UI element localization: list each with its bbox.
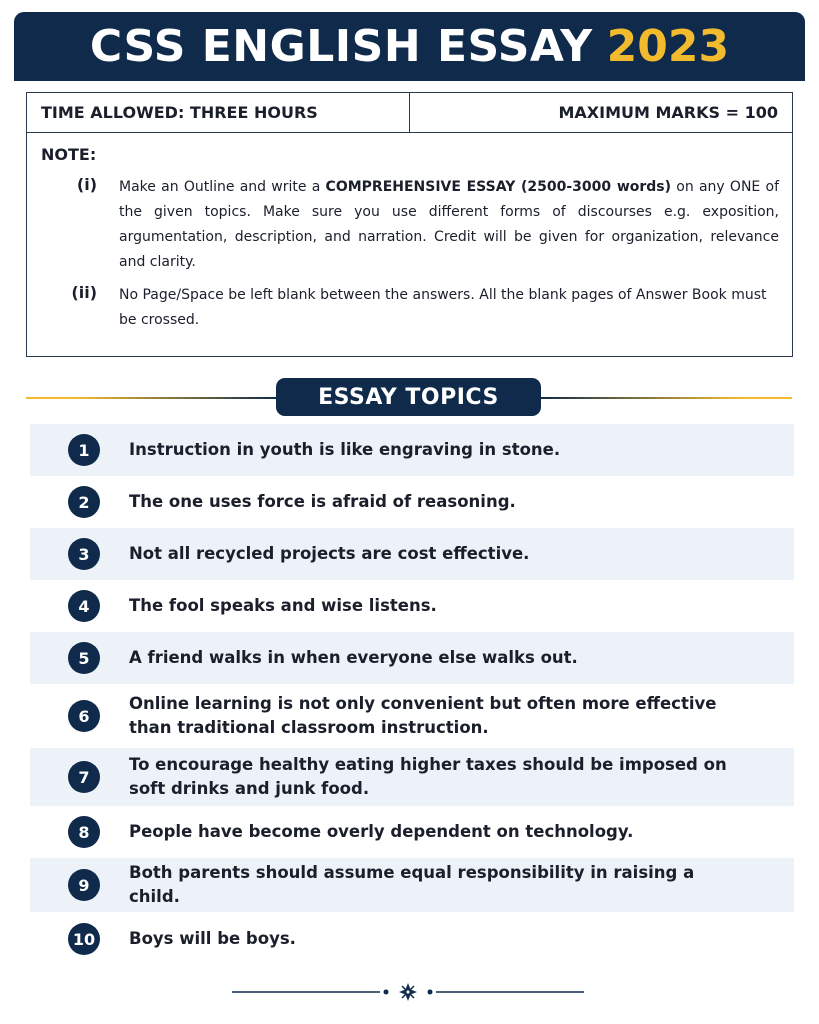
topic-number: 7 — [68, 761, 100, 793]
topic-text: Both parents should assume equal responsibility in raising a child. — [129, 863, 695, 906]
topic-number: 2 — [68, 486, 100, 518]
topic-number: 3 — [68, 538, 100, 570]
topic-number: 1 — [68, 434, 100, 466]
instructions-box — [26, 92, 793, 357]
note-label: NOTE: — [41, 145, 97, 164]
topic-text: The one uses force is afraid of reasoning. — [129, 492, 516, 511]
note-text: Make an Outline and write a COMPREHENSIVE ESSAY (2500-3000 words) on any ONE of the given topics. Make sure you use different forms of discourses e.g. exposition, argumentation, description, and narration. Credit will be given for organization, relevance and clarity. — [119, 179, 780, 270]
topic-text: Instruction in youth is like engraving in stone. — [129, 440, 561, 459]
topic-row-7 — [30, 748, 794, 806]
divider-line — [540, 397, 792, 399]
topic-text: Boys will be boys. — [129, 929, 296, 948]
topic-row-6 — [30, 684, 794, 748]
topic-row-3 — [30, 528, 794, 580]
topic-text: People have become overly dependent on technology. — [129, 822, 634, 841]
topic-row-4 — [30, 580, 794, 632]
topic-number: 4 — [68, 590, 100, 622]
topic-row-2 — [30, 476, 794, 528]
topic-number: 10 — [68, 923, 100, 955]
topic-number: 9 — [68, 869, 100, 901]
info-header-row — [27, 93, 792, 133]
topic-text: Not all recycled projects are cost effective. — [129, 544, 530, 563]
topic-row-10 — [30, 912, 794, 966]
title-year: 2023 — [606, 21, 730, 72]
flourish-divider-icon — [230, 980, 586, 1004]
title-banner — [14, 12, 805, 81]
essay-topics-title: ESSAY TOPICS — [276, 378, 541, 416]
divider-line — [26, 397, 278, 399]
topic-row-8 — [30, 806, 794, 858]
topic-text: The fool speaks and wise listens. — [129, 596, 437, 615]
topic-row-1 — [30, 424, 794, 476]
topic-number: 8 — [68, 816, 100, 848]
topic-text: To encourage healthy eating higher taxes should be imposed on soft drinks and junk food. — [129, 755, 727, 798]
topic-row-5 — [30, 632, 794, 684]
note-number: (i) — [76, 175, 97, 194]
essay-topics-header — [0, 378, 819, 416]
maximum-marks: MAXIMUM MARKS = 100 — [558, 103, 778, 122]
note-item-2 — [27, 283, 792, 333]
topic-text: A friend walks in when everyone else walks out. — [129, 648, 578, 667]
note-text: No Page/Space be left blank between the answers. All the blank pages of Answer Book must be crossed. — [119, 287, 767, 328]
time-allowed: TIME ALLOWED: THREE HOURS — [27, 93, 410, 132]
topic-number: 6 — [68, 700, 100, 732]
note-number: (ii) — [71, 283, 97, 302]
topic-text: Online learning is not only convenient but often more effective than traditional classroom instruction. — [129, 694, 717, 737]
note-item-1 — [27, 175, 792, 275]
topic-number: 5 — [68, 642, 100, 674]
topic-row-9 — [30, 858, 794, 912]
title-main: CSS ENGLISH ESSAY — [89, 21, 593, 72]
